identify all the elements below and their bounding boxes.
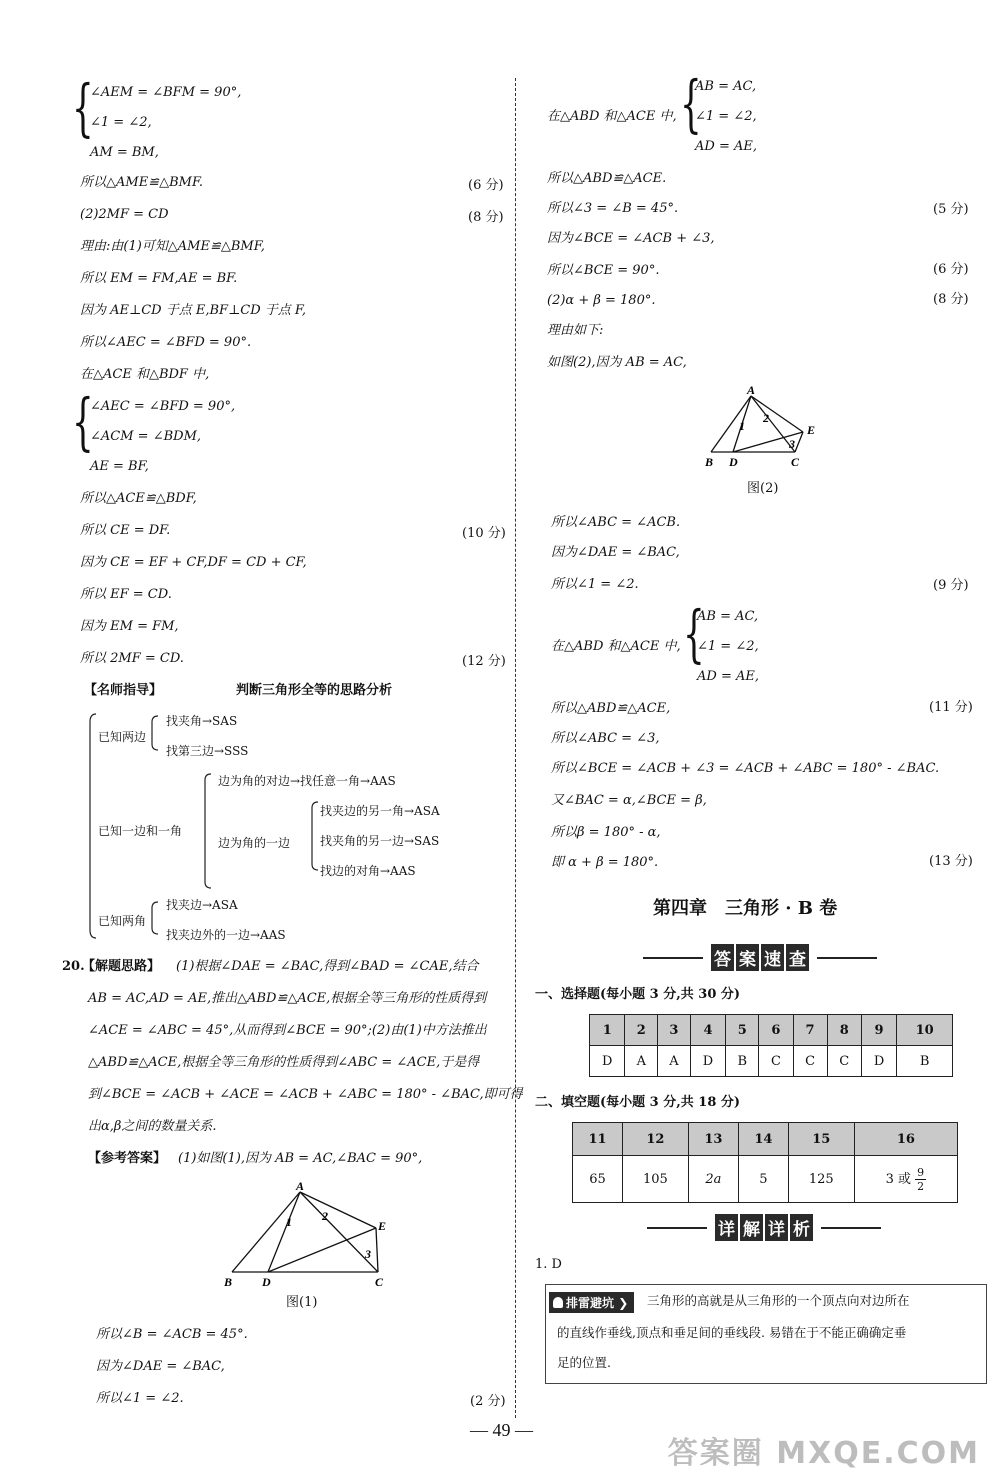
- text-line: 所以 2MF = CD.: [80, 651, 184, 666]
- page-number: — 49 —: [470, 1420, 533, 1440]
- table-cell-fraction: [854, 1156, 957, 1203]
- brace: {: [680, 67, 702, 140]
- table-cell: 11: [573, 1123, 623, 1156]
- text-line: 因为∠DAE = ∠BAC,: [96, 1359, 225, 1374]
- equation: ∠ACM = ∠BDM,: [90, 429, 202, 444]
- tree-node: 已知两角: [98, 914, 147, 928]
- text-line: 所以∠1 = ∠2.: [96, 1391, 184, 1406]
- banner-char: 详: [715, 1214, 738, 1241]
- tree-node: 找夹边的另一角→ASA: [320, 804, 440, 818]
- text-line: (2)2MF = CD: [80, 207, 169, 222]
- brace: {: [683, 597, 705, 670]
- table-cell: A: [625, 1046, 658, 1077]
- fig-label: 2: [322, 1209, 328, 1223]
- fraction: [915, 1166, 926, 1193]
- table-cell: 3: [658, 1015, 691, 1046]
- score: (12 分): [462, 654, 506, 669]
- text-line: 出α,β之间的数量关系.: [88, 1119, 217, 1134]
- table-cell: 1: [590, 1015, 625, 1046]
- text-line: 因为 AE⊥CD 于点 E,BF⊥CD 于点 F,: [80, 303, 307, 318]
- equation: AB = AC,: [697, 609, 759, 624]
- arrow-icon: ❯: [618, 1296, 629, 1310]
- text-line: 所以∠1 = ∠2.: [551, 577, 639, 592]
- brace: {: [72, 71, 94, 144]
- equation: AB = AC,: [695, 79, 757, 94]
- table-cell: D: [861, 1046, 896, 1077]
- table-cell: 16: [854, 1123, 957, 1156]
- text-line: 所以△ACE≌△BDF,: [80, 491, 197, 506]
- tip-tag-text: 排雷避坑: [566, 1296, 615, 1310]
- answer-banner: [643, 944, 877, 971]
- table-cell: C: [759, 1046, 793, 1077]
- score: (5 分): [933, 202, 969, 217]
- fill-answer-table: [572, 1122, 958, 1203]
- figure-caption: 图(2): [747, 481, 779, 496]
- tree-node: 边为角的对边→找任意一角→AAS: [218, 774, 396, 788]
- guide-tag: 【名师指导】: [84, 683, 163, 698]
- text-line: 即 α + β = 180°.: [551, 855, 659, 870]
- table-cell: B: [726, 1046, 759, 1077]
- table-cell: D: [590, 1046, 625, 1077]
- banner-char: 详: [765, 1214, 788, 1241]
- figure-2: [703, 384, 843, 476]
- right-column: [525, 0, 1000, 1440]
- banner-char: 案: [736, 944, 759, 971]
- text-line: 又∠BAC = α,∠BCE = β,: [551, 793, 707, 808]
- equation: ∠AEC = ∠BFD = 90°,: [90, 399, 236, 414]
- tree-node: 找边的对角→AAS: [320, 864, 416, 878]
- fig-label: B: [705, 455, 714, 469]
- table-cell: 125: [788, 1156, 854, 1203]
- section-title: 一、选择题(每小题 3 分,共 30 分): [535, 987, 741, 1002]
- table-cell: 13: [688, 1123, 738, 1156]
- score: (8 分): [933, 292, 969, 307]
- score: (11 分): [929, 700, 973, 715]
- equation: ∠1 = ∠2,: [90, 115, 152, 130]
- bulb-icon: [553, 1297, 563, 1308]
- table-cell: C: [827, 1046, 861, 1077]
- table-cell: D: [690, 1046, 725, 1077]
- score: (6 分): [933, 262, 969, 277]
- banner-char: 析: [790, 1214, 813, 1241]
- text-line: 如图(2),因为 AB = AC,: [547, 355, 687, 370]
- table-cell: 5: [738, 1156, 788, 1203]
- text-line: 所以∠BCE = 90°.: [547, 263, 660, 278]
- chapter-title: 第四章 三角形 · B 卷: [653, 898, 838, 919]
- score: (6 分): [468, 178, 504, 193]
- table-cell: 9: [861, 1015, 896, 1046]
- text-line: (1)如图(1),因为 AB = AC,∠BAC = 90°,: [178, 1151, 423, 1166]
- figure-1: [220, 1180, 410, 1290]
- text-line: 在△ABD 和△ACE 中,: [547, 109, 677, 124]
- table-cell: 10: [897, 1015, 953, 1046]
- table-cell: 65: [573, 1156, 623, 1203]
- tree-node: 已知两边: [98, 730, 147, 744]
- text-line: 所以 CE = DF.: [80, 523, 171, 538]
- table-cell: 15: [788, 1123, 854, 1156]
- text-line: 所以∠B = ∠ACB = 45°.: [96, 1327, 248, 1342]
- table-cell: A: [658, 1046, 691, 1077]
- fig-label: A: [747, 384, 756, 397]
- fig-label: C: [791, 455, 800, 469]
- text-line: 所以△ABD≌△ACE.: [547, 171, 667, 186]
- fig-label: E: [807, 423, 816, 437]
- tip-text: 的直线作垂线,顶点和垂足间的垂线段. 易错在于不能正确确定垂: [557, 1325, 907, 1340]
- brace: {: [72, 385, 94, 458]
- choice-answer-table: [589, 1014, 953, 1077]
- watermark: 答案圈 MXQE.COM: [667, 1436, 980, 1471]
- score: (10 分): [462, 526, 506, 541]
- banner-char: 查: [786, 944, 809, 971]
- table-cell: C: [793, 1046, 827, 1077]
- fig-label: 3: [365, 1247, 371, 1261]
- tip-text: 三角形的高就是从三角形的一个顶点向对边所在: [647, 1293, 910, 1308]
- tip-text: 足的位置.: [557, 1355, 611, 1370]
- table-cell: B: [897, 1046, 953, 1077]
- equation: AD = AE,: [695, 139, 757, 154]
- table-cell: 105: [622, 1156, 688, 1203]
- tree-node: 边为角的一边: [218, 836, 291, 850]
- equation: ∠AEM = ∠BFM = 90°,: [90, 85, 242, 100]
- fig-label: 1: [739, 419, 745, 433]
- table-cell: 6: [759, 1015, 793, 1046]
- text-line: 所以 EM = FM,AE = BF.: [80, 271, 238, 286]
- text-line: 所以△ABD≌△ACE,: [551, 701, 671, 716]
- text-line: 所以∠ABC = ∠ACB.: [551, 515, 681, 530]
- score: (9 分): [933, 578, 969, 593]
- fig-label: A: [296, 1180, 305, 1193]
- score: (8 分): [468, 210, 504, 225]
- text-line: 因为∠BCE = ∠ACB + ∠3,: [547, 231, 715, 246]
- fig-label: 3: [789, 437, 795, 451]
- equation: AD = AE,: [697, 669, 759, 684]
- text-line: 所以△AME≌△BMF.: [80, 175, 204, 190]
- tip-tag: [549, 1292, 634, 1313]
- table-cell: 2a: [688, 1156, 738, 1203]
- text-line: 在△ACE 和△BDF 中,: [80, 367, 210, 382]
- table-cell: 8: [827, 1015, 861, 1046]
- text-line: 所以 EF = CD.: [80, 587, 172, 602]
- detail-banner: [647, 1214, 881, 1241]
- text-line: 因为 CE = EF + CF,DF = CD + CF,: [80, 555, 307, 570]
- table-cell: 12: [622, 1123, 688, 1156]
- numerator: 9: [917, 1165, 925, 1179]
- fig-label: 2: [763, 411, 769, 425]
- equation: ∠1 = ∠2,: [697, 639, 759, 654]
- score: (2 分): [470, 1394, 506, 1409]
- fig-label: C: [375, 1275, 384, 1289]
- text-line: 在△ABD 和△ACE 中,: [551, 639, 681, 654]
- equation: AM = BM,: [90, 145, 159, 160]
- banner-char: 速: [761, 944, 784, 971]
- text-line: 理由:由(1)可知△AME≌△BMF,: [80, 239, 265, 254]
- text-line: △ABD≌△ACE,根据全等三角形的性质得到∠ABC = ∠ACE,于是得: [88, 1055, 480, 1070]
- table-cell: 14: [738, 1123, 788, 1156]
- equation: AE = BF,: [90, 459, 149, 474]
- solution-tag: 【解题思路】: [82, 959, 161, 974]
- fig-label: D: [729, 455, 738, 469]
- tree-node: 找夹角的另一边→SAS: [320, 834, 440, 848]
- tree-node: 找夹边→ASA: [166, 898, 238, 912]
- text-line: 所以∠AEC = ∠BFD = 90°.: [80, 335, 252, 350]
- table-cell: 4: [690, 1015, 725, 1046]
- equation: ∠1 = ∠2,: [695, 109, 757, 124]
- answer-tag: 【参考答案】: [88, 1151, 167, 1166]
- fig-label: 1: [286, 1215, 292, 1229]
- answer-item: 1. D: [535, 1257, 562, 1272]
- text-line: 所以∠3 = ∠B = 45°.: [547, 201, 679, 216]
- text-line: 因为∠DAE = ∠BAC,: [551, 545, 680, 560]
- banner-char: 解: [740, 1214, 763, 1241]
- section-title: 二、填空题(每小题 3 分,共 18 分): [535, 1095, 741, 1110]
- fig-label: E: [378, 1219, 387, 1233]
- tree-node: 已知一边和一角: [98, 824, 183, 838]
- fig-label: B: [224, 1275, 233, 1289]
- text-line: 到∠BCE = ∠ACB + ∠ACE = ∠ACB + ∠ABC = 180° - ∠BAC,即可得: [88, 1087, 523, 1102]
- question-number: 20.: [62, 959, 85, 974]
- text-line: AB = AC,AD = AE,推出△ABD≌△ACE,根据全等三角形的性质得到: [88, 991, 487, 1006]
- fig-label: D: [262, 1275, 271, 1289]
- text-line: 所以β = 180° - α,: [551, 825, 661, 840]
- figure-caption: 图(1): [286, 1295, 318, 1310]
- text-line: 所以∠BCE = ∠ACB + ∠3 = ∠ACB + ∠ABC = 180° - ∠BAC.: [551, 761, 940, 776]
- answer-prefix: 3 或: [885, 1171, 912, 1187]
- text-line: ∠ACE = ∠ABC = 45°,从而得到∠BCE = 90°;(2)由(1)中方法推出: [88, 1023, 487, 1038]
- score: (13 分): [929, 854, 973, 869]
- tree-node: 找第三边→SSS: [166, 744, 249, 758]
- table-cell: 2: [625, 1015, 658, 1046]
- denominator: 2: [917, 1179, 925, 1193]
- table-cell: 5: [726, 1015, 759, 1046]
- text-line: 因为 EM = FM,: [80, 619, 179, 634]
- tree-node: 找夹边外的一边→AAS: [166, 928, 286, 942]
- guide-title: 判断三角形全等的思路分析: [236, 683, 393, 698]
- text-line: 理由如下:: [547, 323, 604, 338]
- text-line: (1)根据∠DAE = ∠BAC,得到∠BAD = ∠CAE,结合: [176, 959, 479, 974]
- banner-char: 答: [711, 944, 734, 971]
- text-line: 所以∠ABC = ∠3,: [551, 731, 660, 746]
- table-cell: 7: [793, 1015, 827, 1046]
- text-line: (2)α + β = 180°.: [547, 293, 656, 308]
- tree-node: 找夹角→SAS: [166, 714, 238, 728]
